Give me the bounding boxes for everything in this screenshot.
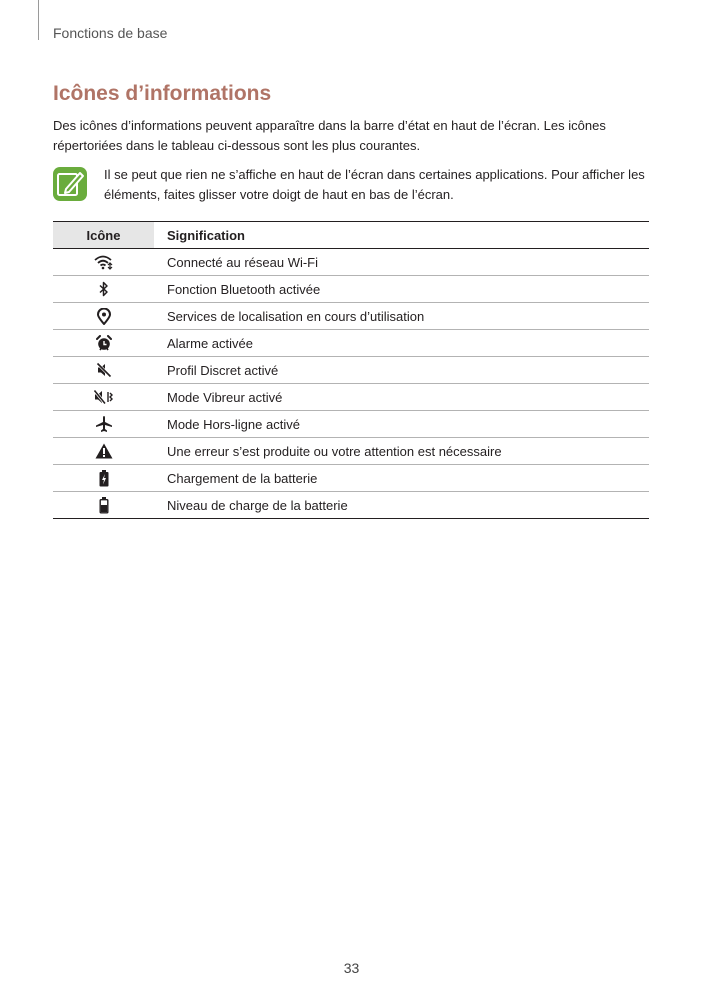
row-label: Connecté au réseau Wi-Fi <box>167 254 319 270</box>
table-row <box>53 330 649 357</box>
note-pencil-icon <box>53 167 87 201</box>
table-row <box>53 357 649 384</box>
battery-level-icon <box>99 497 109 514</box>
bluetooth-icon <box>98 281 110 297</box>
table-row <box>53 276 649 303</box>
row-label: Mode Vibreur activé <box>167 389 283 405</box>
row-label: Mode Hors-ligne activé <box>167 416 300 432</box>
note-text: Il se peut que rien ne s’affiche en haut de l’écran dans certaines applications. Pour afficher les éléments, faites glisser votre doigt de haut en bas de l’écran. <box>104 167 645 202</box>
row-label: Une erreur s’est produite ou votre attention est nécessaire <box>167 443 502 459</box>
header-meaning: Signification <box>167 227 245 243</box>
vibrate-icon <box>94 389 114 405</box>
header-icon: Icône <box>53 222 154 249</box>
alarm-icon <box>96 335 112 351</box>
table-row <box>53 303 649 330</box>
row-label: Chargement de la batterie <box>167 470 318 486</box>
warning-icon <box>95 443 113 459</box>
row-label: Services de localisation en cours d’utilisation <box>167 308 425 324</box>
intro-paragraph: Des icônes d’informations peuvent apparaître dans la barre d’état en haut de l’écran. Les icônes répertoriées dans le tableau ci-dessous sont les plus courantes. <box>53 118 606 153</box>
row-label: Niveau de charge de la batterie <box>167 497 348 513</box>
page-margin-rule <box>38 0 39 40</box>
battery-charging-icon <box>99 470 109 487</box>
row-label: Fonction Bluetooth activée <box>167 281 321 297</box>
table-row <box>53 384 649 411</box>
row-label: Alarme activée <box>167 335 253 351</box>
table-row <box>53 492 649 519</box>
wifi-icon <box>93 254 115 270</box>
table-header-row <box>53 222 649 249</box>
airplane-icon <box>95 415 113 433</box>
page-title: Icônes d’informations <box>53 82 272 105</box>
location-icon <box>97 308 111 325</box>
table-row <box>53 249 649 276</box>
icons-table <box>53 221 649 519</box>
page-number: 33 <box>343 960 360 976</box>
table-row <box>53 465 649 492</box>
mute-icon <box>96 362 112 378</box>
table-row <box>53 438 649 465</box>
section-header: Fonctions de base <box>53 25 168 41</box>
row-label: Profil Discret activé <box>167 362 279 378</box>
table-row <box>53 411 649 438</box>
